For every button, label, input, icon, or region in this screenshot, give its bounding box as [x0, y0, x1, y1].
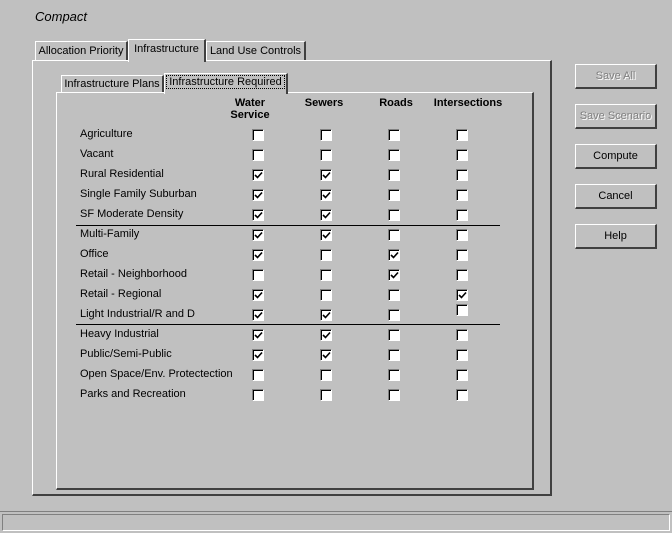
help-button[interactable]: Help: [575, 224, 657, 249]
tab-infrastructure-required[interactable]: [164, 73, 288, 94]
checkbox-sewers[interactable]: [320, 169, 332, 181]
row-label: Retail - Regional: [80, 288, 162, 300]
checkbox-roads[interactable]: [388, 389, 400, 401]
window-title: Compact: [35, 9, 88, 24]
checkbox-sewers[interactable]: [320, 369, 332, 381]
checkbox-sewers[interactable]: [320, 229, 332, 241]
group-divider: [76, 225, 500, 226]
checkbox-water-service[interactable]: [252, 229, 264, 241]
checkmark-icon: [390, 271, 399, 280]
column-header-roads: Roads: [379, 97, 413, 109]
checkmark-icon: [254, 291, 263, 300]
checkbox-sewers[interactable]: [320, 249, 332, 261]
checkbox-intersections[interactable]: [456, 389, 468, 401]
row-label: Heavy Industrial: [80, 328, 159, 340]
tab-infrastructure[interactable]: Infrastructure: [128, 39, 206, 62]
checkbox-roads[interactable]: [388, 169, 400, 181]
checkbox-intersections[interactable]: [456, 229, 468, 241]
row-label: Light Industrial/R and D: [80, 308, 195, 320]
save-all-button[interactable]: Save All: [575, 64, 657, 89]
compute-button[interactable]: Compute: [575, 144, 657, 169]
checkbox-water-service[interactable]: [252, 129, 264, 141]
checkbox-intersections[interactable]: [456, 169, 468, 181]
checkbox-sewers[interactable]: [320, 389, 332, 401]
checkmark-icon: [254, 171, 263, 180]
row-label: Public/Semi-Public: [80, 348, 172, 360]
row-label: Parks and Recreation: [80, 388, 186, 400]
checkbox-water-service[interactable]: [252, 269, 264, 281]
checkbox-sewers[interactable]: [320, 349, 332, 361]
checkbox-intersections[interactable]: [456, 329, 468, 341]
group-divider: [76, 324, 500, 325]
column-header-line: Water: [234, 97, 266, 109]
checkbox-roads[interactable]: [388, 349, 400, 361]
row-label: Retail - Neighborhood: [80, 268, 188, 280]
checkbox-sewers[interactable]: [320, 129, 332, 141]
checkbox-sewers[interactable]: [320, 309, 332, 321]
checkmark-icon: [322, 211, 331, 220]
checkbox-sewers[interactable]: [320, 149, 332, 161]
checkmark-icon: [390, 251, 399, 260]
checkbox-sewers[interactable]: [320, 269, 332, 281]
tab-land-use-controls[interactable]: Land Use Controls: [206, 41, 306, 61]
checkbox-intersections[interactable]: [456, 269, 468, 281]
checkbox-roads[interactable]: [388, 249, 400, 261]
checkbox-sewers[interactable]: [320, 209, 332, 221]
checkbox-water-service[interactable]: [252, 309, 264, 321]
checkmark-icon: [322, 191, 331, 200]
tab-infrastructure-plans[interactable]: Infrastructure Plans: [61, 75, 164, 93]
checkbox-sewers[interactable]: [320, 289, 332, 301]
checkmark-icon: [254, 251, 263, 260]
tab-allocation-priority[interactable]: Allocation Priority: [35, 41, 128, 61]
checkmark-icon: [322, 171, 331, 180]
checkbox-water-service[interactable]: [252, 189, 264, 201]
checkbox-roads[interactable]: [388, 189, 400, 201]
row-label: Agriculture: [80, 128, 133, 140]
checkbox-sewers[interactable]: [320, 329, 332, 341]
checkbox-roads[interactable]: [388, 229, 400, 241]
checkbox-roads[interactable]: [388, 129, 400, 141]
row-label: Single Family Suburban: [80, 188, 197, 200]
column-header-line: Service: [230, 109, 270, 121]
column-header-water-service: [220, 97, 280, 121]
row-label: Multi-Family: [80, 228, 140, 240]
save-scenario-button[interactable]: Save Scenario: [575, 104, 657, 129]
checkbox-roads[interactable]: [388, 269, 400, 281]
checkmark-icon: [254, 211, 263, 220]
column-header-sewers: Sewers: [304, 97, 344, 109]
checkbox-roads[interactable]: [388, 309, 400, 321]
checkbox-intersections[interactable]: [456, 349, 468, 361]
checkbox-water-service[interactable]: [252, 349, 264, 361]
checkbox-intersections[interactable]: [456, 129, 468, 141]
row-label: SF Moderate Density: [80, 208, 184, 220]
checkbox-water-service[interactable]: [252, 209, 264, 221]
checkmark-icon: [254, 351, 263, 360]
checkbox-water-service[interactable]: [252, 249, 264, 261]
checkbox-intersections[interactable]: [456, 304, 468, 316]
checkbox-intersections[interactable]: [456, 209, 468, 221]
checkmark-icon: [254, 231, 263, 240]
checkmark-icon: [254, 331, 263, 340]
row-label: Office: [80, 248, 109, 260]
tab-infrastructure-required-label: Infrastructure Required: [166, 75, 285, 89]
row-label: Rural Residential: [80, 168, 164, 180]
checkbox-intersections[interactable]: [456, 369, 468, 381]
checkmark-icon: [322, 351, 331, 360]
checkmark-icon: [254, 311, 263, 320]
status-bar: [0, 511, 672, 533]
cancel-button[interactable]: Cancel: [575, 184, 657, 209]
checkbox-intersections[interactable]: [456, 149, 468, 161]
checkbox-intersections[interactable]: [456, 289, 468, 301]
checkbox-roads[interactable]: [388, 369, 400, 381]
checkbox-water-service[interactable]: [252, 289, 264, 301]
checkbox-intersections[interactable]: [456, 189, 468, 201]
checkmark-icon: [458, 291, 467, 300]
checkmark-icon: [322, 231, 331, 240]
checkbox-sewers[interactable]: [320, 189, 332, 201]
row-label: Vacant: [80, 148, 114, 160]
checkbox-intersections[interactable]: [456, 249, 468, 261]
checkbox-roads[interactable]: [388, 329, 400, 341]
checkmark-icon: [254, 191, 263, 200]
checkbox-roads[interactable]: [388, 289, 400, 301]
checkbox-roads[interactable]: [388, 149, 400, 161]
checkmark-icon: [322, 331, 331, 340]
checkbox-water-service[interactable]: [252, 169, 264, 181]
checkbox-water-service[interactable]: [252, 149, 264, 161]
column-header-intersections: Intersections: [433, 97, 503, 109]
checkbox-water-service[interactable]: [252, 329, 264, 341]
checkbox-water-service[interactable]: [252, 369, 264, 381]
checkbox-water-service[interactable]: [252, 389, 264, 401]
checkmark-icon: [322, 311, 331, 320]
status-bar-inset: [2, 514, 670, 531]
row-label: Open Space/Env. Protectection: [80, 368, 233, 380]
checkbox-roads[interactable]: [388, 209, 400, 221]
